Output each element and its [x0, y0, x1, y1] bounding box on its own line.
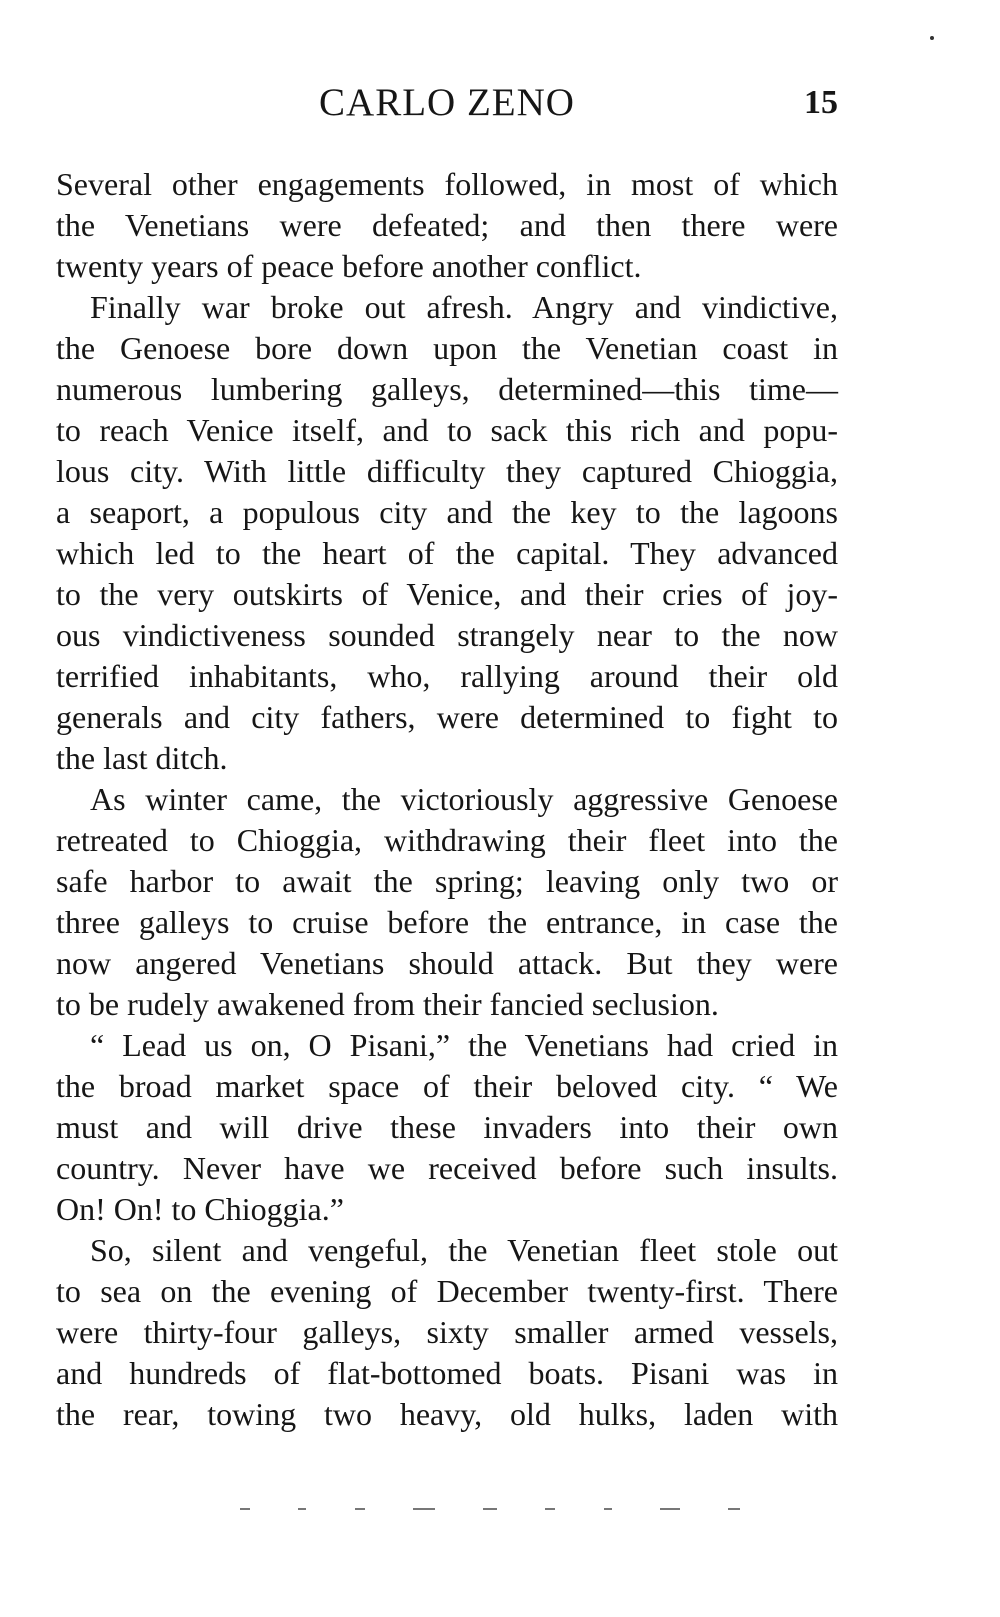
text-line: country. Never have we received before such insults.	[56, 1150, 838, 1186]
text-line: three galleys to cruise before the entrance, in case the	[56, 904, 838, 940]
text-line: lous city. With little difficulty they captured Chioggia,	[56, 453, 838, 489]
print-speck	[930, 36, 934, 40]
text-line: which led to the heart of the capital. They advanced	[56, 535, 838, 571]
text-line: to reach Venice itself, and to sack this rich and popu-	[56, 412, 838, 448]
text-line: the last ditch.	[56, 740, 228, 776]
text-line: a seaport, a populous city and the key to the lagoons	[56, 494, 838, 530]
running-title: CARLO ZENO	[319, 81, 575, 124]
text-line: Finally war broke out afresh. Angry and vindictive,	[90, 289, 838, 325]
bleed-mark	[483, 1508, 497, 1510]
paragraph	[56, 1025, 838, 1230]
text-line: the Venetians were defeated; and then there were	[56, 207, 838, 243]
bleed-mark	[240, 1508, 250, 1510]
text-line: were thirty-four galleys, sixty smaller armed vessels,	[56, 1314, 838, 1350]
bleed-mark	[728, 1508, 740, 1510]
text-line: As winter came, the victoriously aggressive Genoese	[90, 781, 838, 817]
bleed-mark	[298, 1508, 306, 1510]
text-line: So, silent and vengeful, the Venetian fleet stole out	[90, 1232, 838, 1268]
running-head	[56, 78, 838, 128]
body-text	[56, 164, 838, 1435]
paragraph	[56, 1230, 838, 1435]
paragraph	[56, 779, 838, 1025]
text-line: to sea on the evening of December twenty-first. There	[56, 1273, 838, 1309]
text-line: to be rudely awakened from their fancied seclusion.	[56, 986, 719, 1022]
text-line: On! On! to Chioggia.”	[56, 1191, 344, 1227]
text-line: terrified inhabitants, who, rallying around their old	[56, 658, 838, 694]
bleed-mark	[355, 1508, 365, 1510]
text-line: the broad market space of their beloved city. “ We	[56, 1068, 838, 1104]
text-line: numerous lumbering galleys, determined—this time—	[56, 371, 838, 407]
text-line: to the very outskirts of Venice, and their cries of joy-	[56, 576, 838, 612]
bleed-mark	[660, 1508, 680, 1510]
text-line: ous vindictiveness sounded strangely near to the now	[56, 617, 838, 653]
text-line: must and will drive these invaders into their own	[56, 1109, 838, 1145]
bleed-mark	[413, 1508, 435, 1510]
paragraph	[56, 287, 838, 779]
paragraph	[56, 164, 838, 287]
bleed-through-marks	[240, 1506, 740, 1512]
text-line: Several other engagements followed, in most of which	[56, 166, 838, 202]
text-line: now angered Venetians should attack. But they were	[56, 945, 838, 981]
text-line: generals and city fathers, were determined to fight to	[56, 699, 838, 735]
text-line: “ Lead us on, O Pisani,” the Venetians had cried in	[90, 1027, 838, 1063]
text-line: the rear, towing two heavy, old hulks, laden with	[56, 1396, 838, 1432]
text-line: the Genoese bore down upon the Venetian coast in	[56, 330, 838, 366]
bleed-mark	[604, 1508, 612, 1510]
text-line: safe harbor to await the spring; leaving only two or	[56, 863, 838, 899]
text-line: retreated to Chioggia, withdrawing their fleet into the	[56, 822, 838, 858]
text-line: twenty years of peace before another conflict.	[56, 248, 642, 284]
page-number: 15	[804, 84, 838, 121]
text-line: and hundreds of flat-bottomed boats. Pisani was in	[56, 1355, 838, 1391]
bleed-mark	[545, 1508, 555, 1510]
